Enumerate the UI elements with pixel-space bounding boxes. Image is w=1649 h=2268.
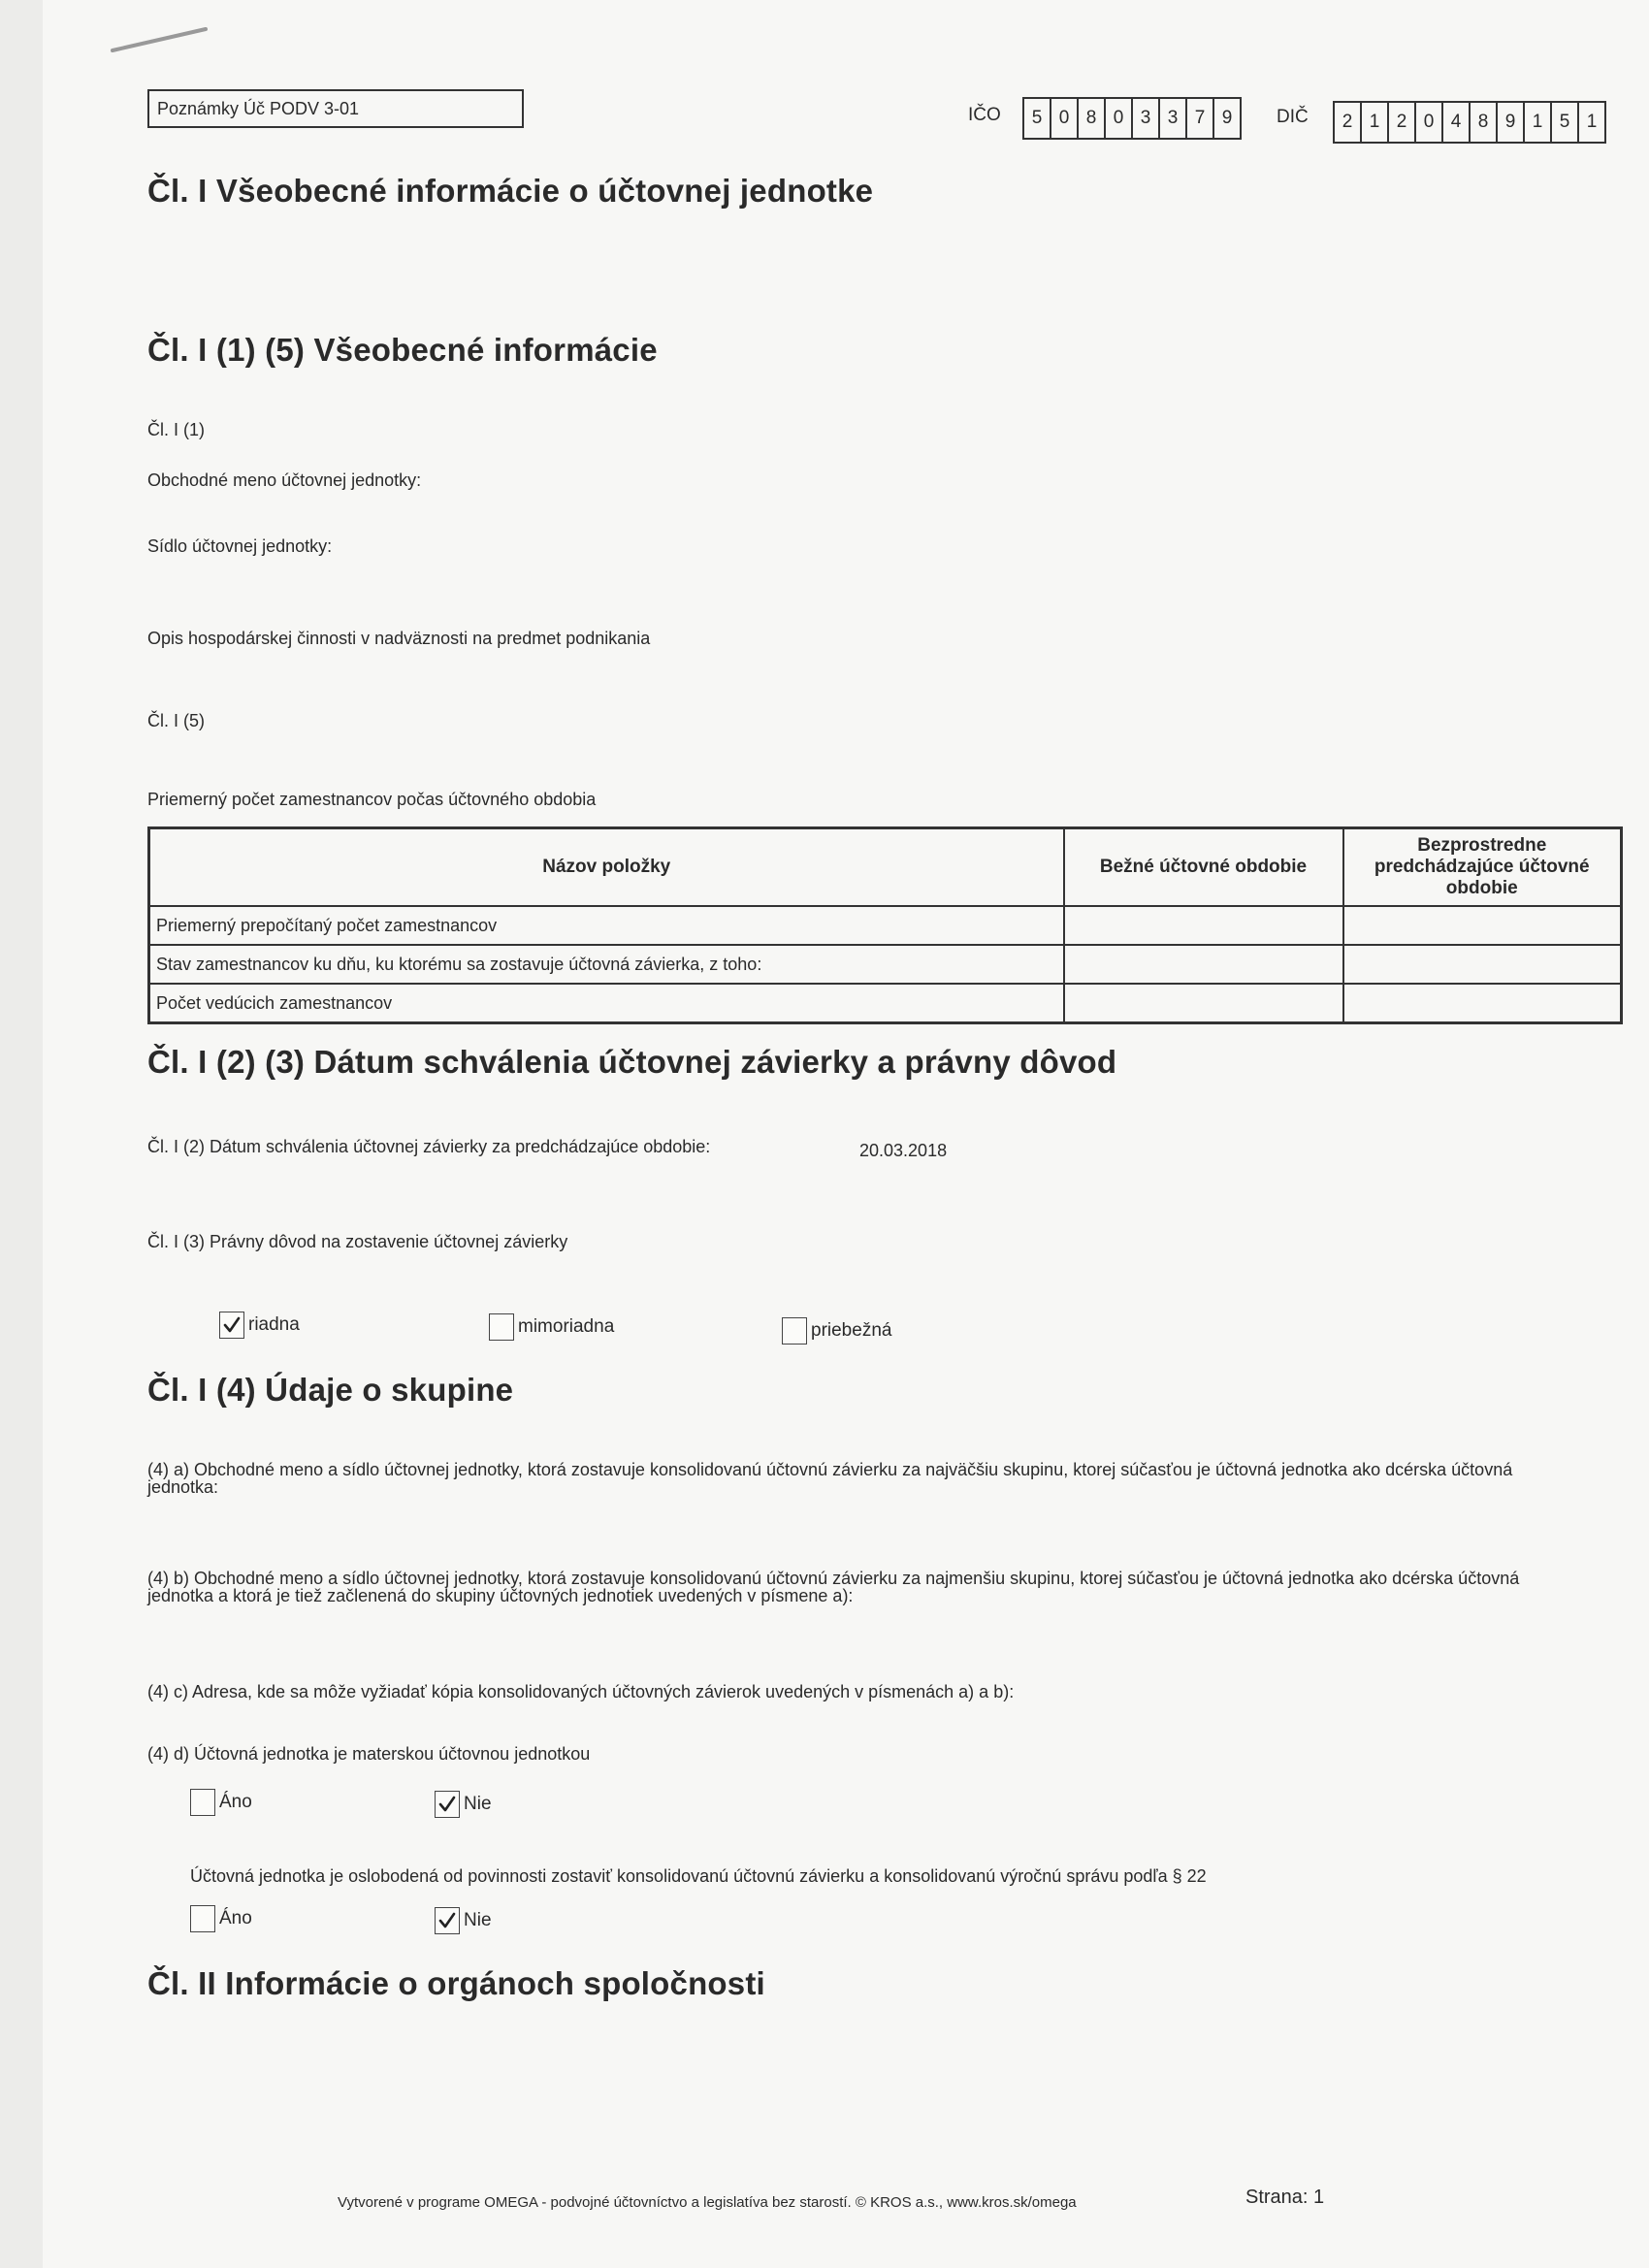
seat-label: Sídlo účtovnej jednotky: — [147, 536, 333, 556]
group-4b: (4) b) Obchodné meno a sídlo účtovnej jednotky, ktorá zostavuje konsolidovanú účtovnú závierku za najmenšiu skupinu, ktorej súčasťou je účtovná jednotka ako dcérska účtovná jednotka a ktorá je tiež začlenená do skupiny účtovných jednotiek uvedených v písmene a): — [147, 1569, 1520, 1605]
option-priebezna[interactable] — [782, 1317, 891, 1345]
ico-digit: 3 — [1133, 99, 1160, 138]
column-header: Bežné účtovné obdobie — [1064, 828, 1343, 907]
option-label: Nie — [464, 1794, 492, 1814]
section-title-general-info: Čl. I (1) (5) Všeobecné informácie — [147, 332, 658, 368]
checkbox-priebezna[interactable] — [782, 1317, 807, 1345]
dic-digit: 0 — [1416, 103, 1443, 142]
table-cell — [1343, 945, 1622, 984]
dic-digit: 9 — [1498, 103, 1525, 142]
table-cell: Počet vedúcich zamestnancov — [149, 984, 1064, 1023]
approval-date: 20.03.2018 — [859, 1141, 948, 1160]
section-title-general: Čl. I Všeobecné informácie o účtovnej jednotke — [147, 173, 874, 209]
check-icon — [437, 1795, 457, 1814]
checkbox-parent-ano[interactable] — [190, 1789, 215, 1816]
ico-digit: 7 — [1187, 99, 1214, 138]
ico-digits — [1022, 97, 1242, 140]
company-name-label: Obchodné meno účtovnej jednotky: — [147, 470, 422, 490]
checkbox-mimoriadna[interactable] — [489, 1313, 514, 1341]
dic-digit: 1 — [1362, 103, 1389, 142]
exempt-option-ano[interactable] — [190, 1905, 252, 1932]
legal-reason-label: Čl. I (3) Právny dôvod na zostavenie účtovnej závierky — [147, 1232, 568, 1251]
ico-digit: 9 — [1214, 99, 1242, 138]
dic-digit: 4 — [1443, 103, 1471, 142]
checkbox-parent-nie[interactable] — [435, 1791, 460, 1818]
table-cell: Stav zamestnancov ku dňu, ku ktorému sa zostavuje účtovná závierka, z toho: — [149, 945, 1064, 984]
ico-digit: 3 — [1160, 99, 1187, 138]
ico-digit: 0 — [1051, 99, 1079, 138]
section-title-approval: Čl. I (2) (3) Dátum schválenia účtovnej závierky a právny dôvod — [147, 1044, 1117, 1080]
option-mimoriadna[interactable] — [489, 1313, 614, 1341]
subsection-1: Čl. I (1) — [147, 420, 206, 439]
parent-option-nie[interactable] — [435, 1791, 492, 1818]
table-cell — [1343, 906, 1622, 945]
checkbox-riadna[interactable] — [219, 1312, 244, 1339]
page-number: Strana: 1 — [1245, 2187, 1325, 2208]
exempt-label: Účtovná jednotka je oslobodená od povinnosti zostaviť konsolidovanú účtovnú závierku a konsolidovanú výročnú správu podľa § 22 — [190, 1866, 1207, 1886]
dic-digit: 2 — [1335, 103, 1362, 142]
column-header: Bezprostredne predchádzajúce účtovné obdobie — [1343, 828, 1622, 907]
table-cell: Priemerný prepočítaný počet zamestnancov — [149, 906, 1064, 945]
check-icon — [437, 1911, 457, 1930]
subsection-5: Čl. I (5) — [147, 711, 206, 730]
pen-mark — [109, 23, 215, 56]
ico-label: IČO — [968, 105, 1001, 125]
option-label: riadna — [248, 1314, 300, 1335]
dic-digit: 5 — [1552, 103, 1579, 142]
ico-digit: 5 — [1024, 99, 1051, 138]
exempt-option-nie[interactable] — [435, 1907, 492, 1934]
footer-credit: Vytvorené v programe OMEGA - podvojné účtovníctvo a legislatíva bez starostí. © KROS a.s., www.kros.sk/omega — [338, 2194, 1077, 2211]
option-label: Áno — [219, 1792, 252, 1812]
table-row — [149, 945, 1622, 984]
option-label: mimoriadna — [518, 1316, 615, 1337]
check-icon — [222, 1315, 242, 1335]
ico-digit: 0 — [1106, 99, 1133, 138]
form-code-box: Poznámky Úč PODV 3-01 — [147, 89, 524, 128]
dic-digit: 2 — [1389, 103, 1416, 142]
ico-digit: 8 — [1079, 99, 1106, 138]
dic-label: DIČ — [1277, 107, 1309, 127]
table-cell — [1064, 906, 1343, 945]
section-title-group: Čl. I (4) Údaje o skupine — [147, 1372, 514, 1408]
column-header: Názov položky — [149, 828, 1064, 907]
table-cell — [1064, 984, 1343, 1023]
checkbox-exempt-ano[interactable] — [190, 1905, 215, 1932]
employees-table — [147, 826, 1623, 1024]
option-label: Nie — [464, 1910, 492, 1930]
table-row — [149, 984, 1622, 1023]
option-label: priebežná — [811, 1320, 892, 1341]
dic-digit: 1 — [1579, 103, 1606, 142]
table-cell — [1064, 945, 1343, 984]
option-riadna[interactable] — [219, 1312, 300, 1339]
table-header-row — [149, 828, 1622, 907]
group-4a: (4) a) Obchodné meno a sídlo účtovnej jednotky, ktorá zostavuje konsolidovanú účtovnú závierku za najväčšiu skupinu, ktorej súčasťou je účtovná jednotka ako dcérska účtovná jednotka: — [147, 1460, 1513, 1497]
table-row — [149, 906, 1622, 945]
dic-digit: 1 — [1525, 103, 1552, 142]
employees-label: Priemerný počet zamestnancov počas účtovného obdobia — [147, 790, 597, 809]
parent-option-ano[interactable] — [190, 1789, 252, 1816]
approval-label: Čl. I (2) Dátum schválenia účtovnej závierky za predchádzajúce obdobie: — [147, 1137, 711, 1156]
dic-digit: 8 — [1471, 103, 1498, 142]
scan-edge — [0, 0, 43, 2268]
dic-digits — [1333, 101, 1606, 144]
activity-label: Opis hospodárskej činnosti v nadväznosti na predmet podnikania — [147, 629, 651, 648]
group-4d: (4) d) Účtovná jednotka je materskou účtovnou jednotkou — [147, 1744, 591, 1764]
group-4c: (4) c) Adresa, kde sa môže vyžiadať kópia konsolidovaných účtovných závierok uvedených v písmenách a) a b): — [147, 1682, 1015, 1701]
checkbox-exempt-nie[interactable] — [435, 1907, 460, 1934]
section-title-bodies: Čl. II Informácie o orgánoch spoločnosti — [147, 1965, 765, 2001]
table-cell — [1343, 984, 1622, 1023]
option-label: Áno — [219, 1908, 252, 1928]
